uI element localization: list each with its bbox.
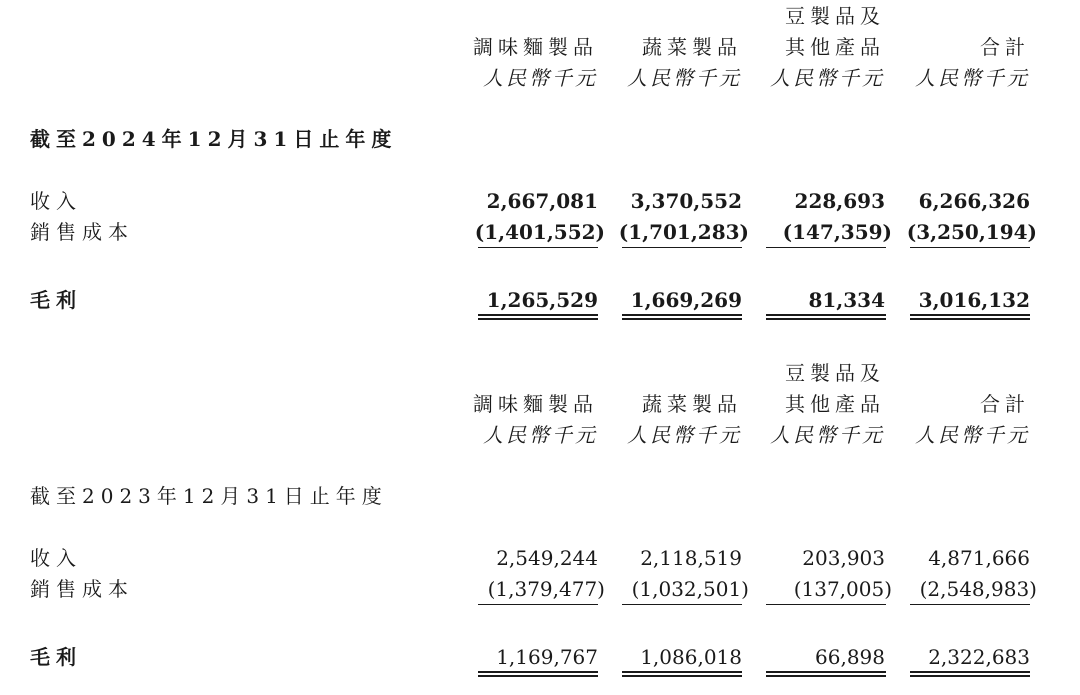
cell-cost-soy: (137,005) <box>793 577 892 601</box>
total-double-rule <box>766 671 886 677</box>
cell-revenue-noodle: 2,549,244 <box>496 546 598 570</box>
cell-cost-total: (2,548,983) <box>919 577 1037 601</box>
cell-cost-soy: (147,359) <box>782 220 892 244</box>
col-header-soy-other: 其他產品 <box>785 392 885 416</box>
cell-gp-total: 2,322,683 <box>928 645 1030 669</box>
subtotal-rule <box>910 604 1030 605</box>
period-heading: 截至2024年12月31日止年度 <box>30 127 398 151</box>
cell-gp-noodle: 1,265,529 <box>486 288 598 312</box>
subtotal-rule <box>910 247 1030 248</box>
col-unit-seasoned-noodle: 人民幣千元 <box>483 66 598 90</box>
cell-gp-noodle: 1,169,767 <box>496 645 598 669</box>
col-header-total: 合計 <box>980 35 1030 59</box>
cell-cost-vegetable: (1,701,283) <box>618 220 749 244</box>
period-heading: 截至2023年12月31日止年度 <box>30 484 388 508</box>
col-unit-vegetable: 人民幣千元 <box>627 423 742 447</box>
subtotal-rule <box>622 604 742 605</box>
col-header-vegetable: 蔬菜製品 <box>642 392 742 416</box>
total-double-rule <box>478 671 598 677</box>
subtotal-rule <box>478 604 598 605</box>
row-label-revenue: 收入 <box>30 189 82 213</box>
col-header-top-soy: 豆製品及 <box>785 361 885 385</box>
col-header-top-soy: 豆製品及 <box>785 4 885 28</box>
row-label-revenue: 收入 <box>30 546 82 570</box>
cell-gp-vegetable: 1,669,269 <box>630 288 742 312</box>
row-label-gross-profit: 毛利 <box>30 288 82 312</box>
cell-revenue-vegetable: 3,370,552 <box>630 189 742 213</box>
total-double-rule <box>622 314 742 320</box>
total-double-rule <box>478 314 598 320</box>
col-unit-total: 人民幣千元 <box>915 423 1030 447</box>
subtotal-rule <box>766 604 886 605</box>
total-double-rule <box>622 671 742 677</box>
col-unit-seasoned-noodle: 人民幣千元 <box>483 423 598 447</box>
cell-revenue-soy: 228,693 <box>794 189 885 213</box>
col-unit-soy-other: 人民幣千元 <box>770 66 885 90</box>
total-double-rule <box>910 671 1030 677</box>
cell-cost-noodle: (1,379,477) <box>487 577 605 601</box>
col-header-seasoned-noodle: 調味麵製品 <box>473 392 598 416</box>
cell-revenue-total: 6,266,326 <box>918 189 1030 213</box>
total-double-rule <box>910 314 1030 320</box>
cell-gp-soy: 66,898 <box>815 645 885 669</box>
subtotal-rule <box>766 247 886 248</box>
cell-cost-vegetable: (1,032,501) <box>631 577 749 601</box>
row-label-cost-of-sales: 銷售成本 <box>30 577 134 601</box>
cell-revenue-total: 4,871,666 <box>928 546 1030 570</box>
row-label-gross-profit: 毛利 <box>30 645 82 669</box>
cell-revenue-vegetable: 2,118,519 <box>640 546 742 570</box>
cell-cost-total: (3,250,194) <box>906 220 1037 244</box>
cell-revenue-soy: 203,903 <box>802 546 885 570</box>
total-double-rule <box>766 314 886 320</box>
col-header-total: 合計 <box>980 392 1030 416</box>
subtotal-rule <box>478 247 598 248</box>
subtotal-rule <box>622 247 742 248</box>
col-unit-soy-other: 人民幣千元 <box>770 423 885 447</box>
cell-revenue-noodle: 2,667,081 <box>486 189 598 213</box>
col-header-seasoned-noodle: 調味麵製品 <box>473 35 598 59</box>
cell-gp-soy: 81,334 <box>808 288 885 312</box>
cell-gp-total: 3,016,132 <box>918 288 1030 312</box>
cell-cost-noodle: (1,401,552) <box>474 220 605 244</box>
cell-gp-vegetable: 1,086,018 <box>640 645 742 669</box>
col-header-soy-other: 其他產品 <box>785 35 885 59</box>
col-header-vegetable: 蔬菜製品 <box>642 35 742 59</box>
col-unit-vegetable: 人民幣千元 <box>627 66 742 90</box>
col-unit-total: 人民幣千元 <box>915 66 1030 90</box>
row-label-cost-of-sales: 銷售成本 <box>30 220 134 244</box>
